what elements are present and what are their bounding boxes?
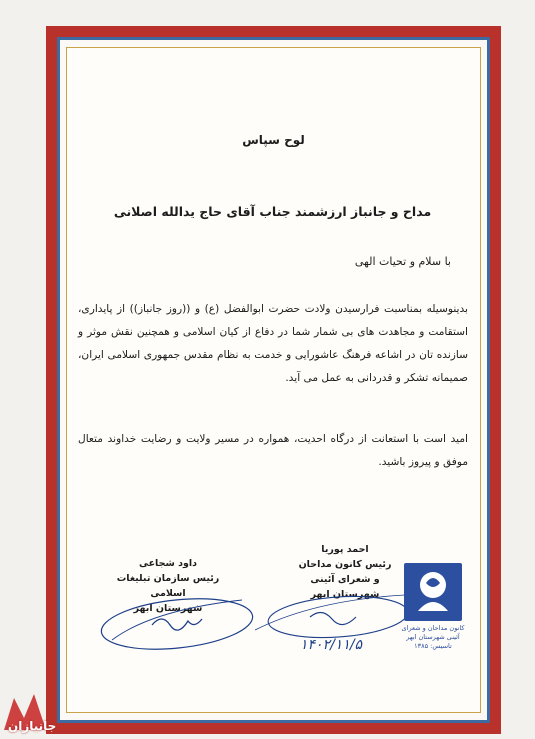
certificate-title: لوح سپاس xyxy=(242,133,305,147)
signature-left-icon xyxy=(92,590,262,660)
signatory-left-city: شهرستان ابهر xyxy=(133,603,203,614)
signatory-left-name: داود شجاعی xyxy=(138,558,198,569)
logo-founded: تاسیس: ۱۳۸۵ xyxy=(414,642,452,650)
watermark-text: جانبازان xyxy=(8,719,57,733)
signatory-left-title: رئیس سازمان تبلیغات اسلامی xyxy=(116,573,220,599)
logo-caption xyxy=(398,624,468,651)
recipient-line: مداح و جانباز ارزشمند جناب آقای حاج یدالله اصلانی xyxy=(113,204,432,219)
signatory-right-council: و شعرای آئینی شهرستان ابهر xyxy=(310,574,380,600)
handwritten-date: ۱۴۰۲/۱۱/۵ xyxy=(300,637,363,653)
greeting: با سلام و تحیات الهی xyxy=(354,255,451,268)
organization-logo xyxy=(404,563,462,621)
body-paragraph-1: بدینوسیله بمناسبت فرارسیدن ولادت حضرت ابوالفضل (ع) و ((روز جانباز)) از پایداری، استقامت و مجاهدت های بی شمار شما در دفاع از کیان اسلامی و همچنین نقش موثر و سازنده تان در اشاعه فرهنگ عاشورایی و خدمت به نظام مقدس جمهوری اسلامی ایران، صمیمانه تشکر و قدردانی به عمل می آید. xyxy=(78,303,468,384)
signatory-right-title: رئیس کانون مداحان xyxy=(298,559,392,570)
logo-caption-text: کانون مداحان و شعرای آئینی شهرستان ابهر xyxy=(401,624,465,641)
signatory-right-name: احمد پوریا xyxy=(321,544,369,555)
signature-right-icon xyxy=(250,585,415,645)
emblem-icon xyxy=(404,563,462,621)
body-paragraph-2: امید است با استعانت از درگاه احدیت، همواره در مسیر ولایت و رضایت خداوند متعال موفق و پیروز باشید. xyxy=(78,433,468,468)
